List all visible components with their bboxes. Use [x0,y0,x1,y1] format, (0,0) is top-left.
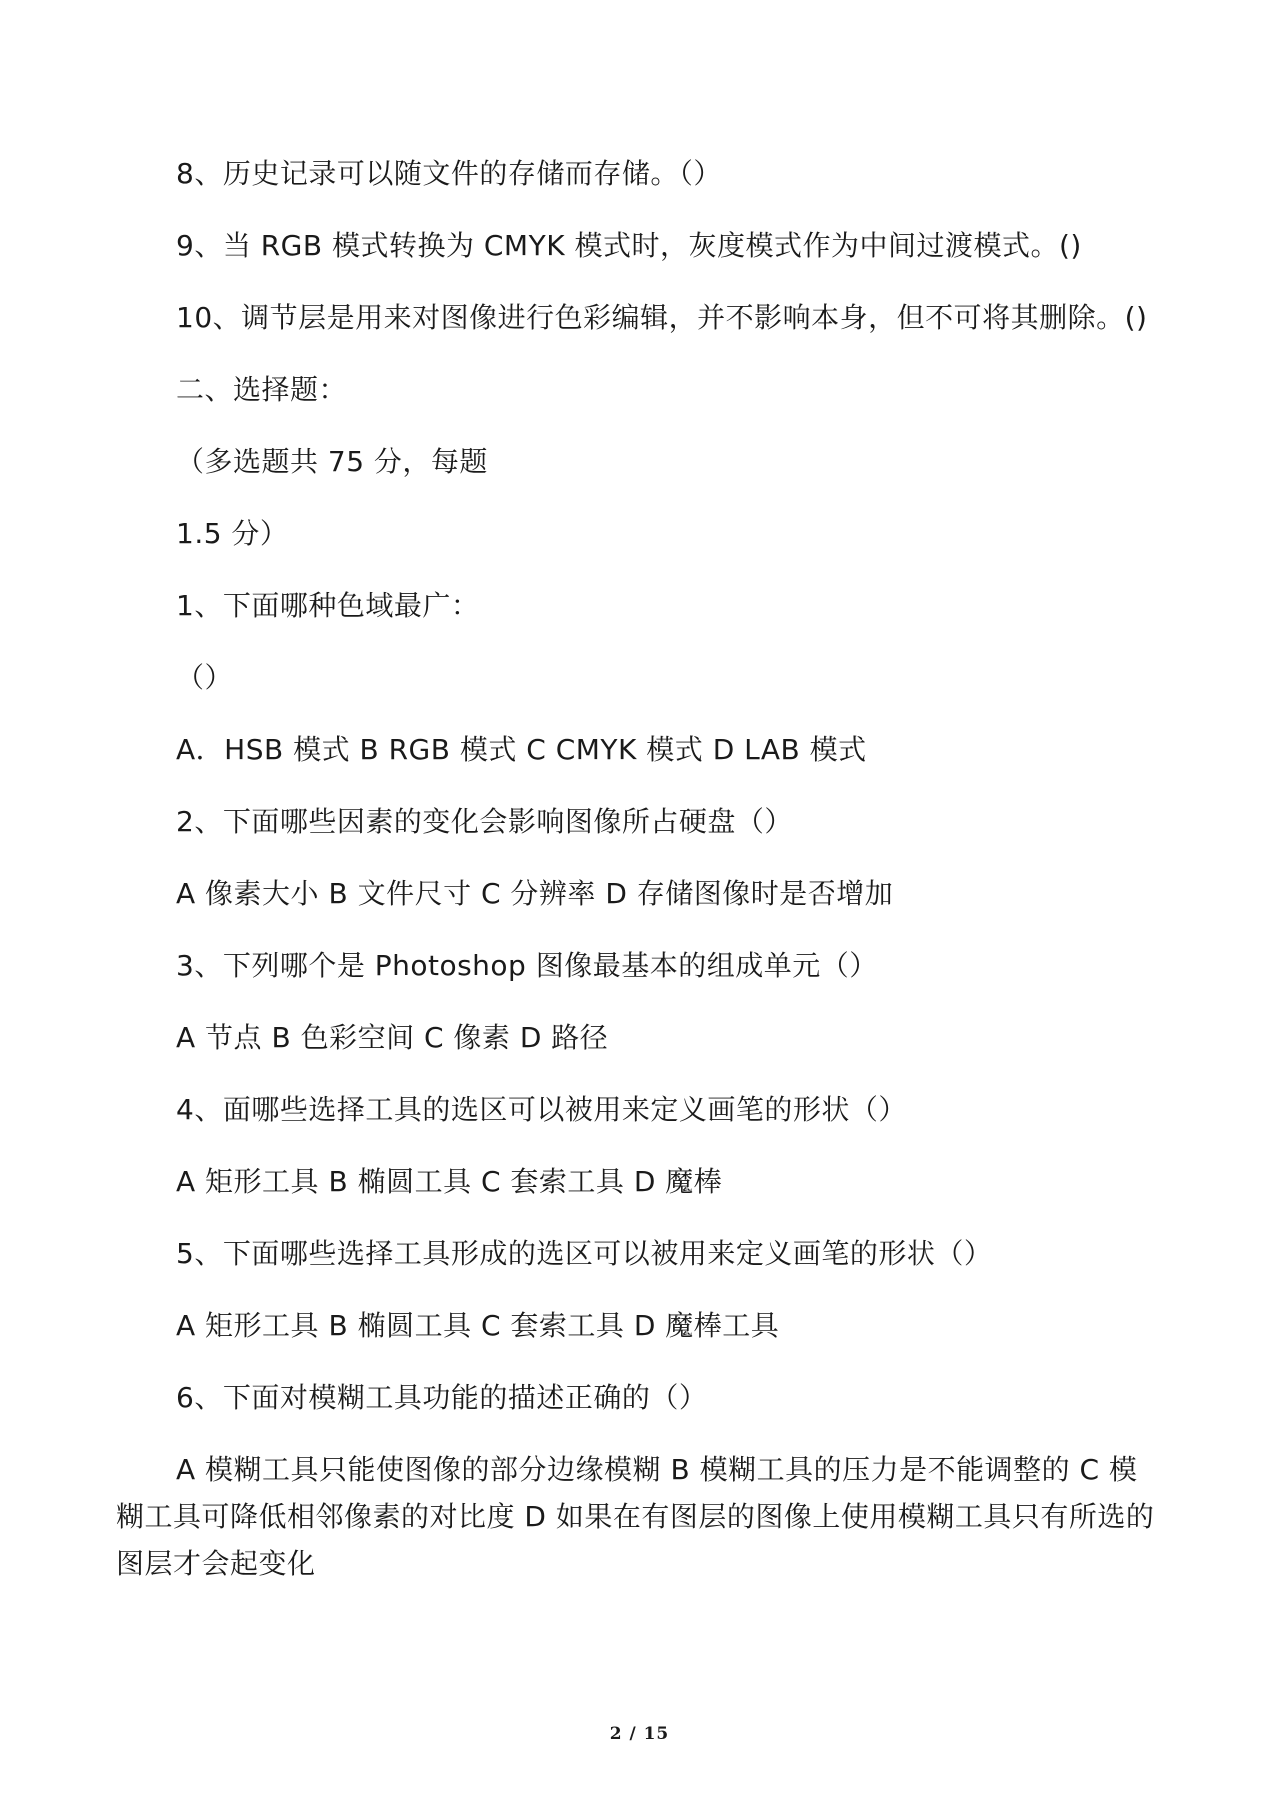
question-3: 3、下列哪个是 Photoshop 图像最基本的组成单元（） [176,949,878,982]
question-5: 5、下面哪些选择工具形成的选区可以被用来定义画笔的形状（） [176,1237,993,1270]
question-2: 2、下面哪些因素的变化会影响图像所占硬盘（） [176,805,793,838]
question-4: 4、面哪些选择工具的选区可以被用来定义画笔的形状（） [176,1093,907,1126]
question-3-options: A 节点 B 色彩空间 C 像素 D 路径 [176,1021,609,1054]
section-note-line2: 1.5 分） [176,517,289,550]
question-6: 6、下面对模糊工具功能的描述正确的（） [176,1381,708,1414]
paragraph-q9: 9、当 RGB 模式转换为 CMYK 模式时，灰度模式作为中间过渡模式。() [176,229,1082,262]
question-6-options: A 模糊工具只能使图像的部分边缘模糊 B 模糊工具的压力是不能调整的 C 模糊工具可降低相邻像素的对比度 D 如果在有图层的图像上使用模糊工具只有所选的图层才会起变化 [116,1453,1155,1580]
paragraph-q10: 10、调节层是用来对图像进行色彩编辑，并不影响本身，但不可将其删除。() [176,301,1148,334]
question-1-options: A．HSB 模式 B RGB 模式 C CMYK 模式 D LAB 模式 [176,733,867,766]
question-1: 1、下面哪种色域最广： [176,589,480,622]
question-1-blank: （） [176,661,234,694]
question-4-options: A 矩形工具 B 椭圆工具 C 套索工具 D 魔棒 [176,1165,723,1198]
section-heading: 二、选择题： [176,373,348,406]
question-5-options: A 矩形工具 B 椭圆工具 C 套索工具 D 魔棒工具 [176,1309,780,1342]
paragraph-q8: 8、历史记录可以随文件的存储而存储。（） [176,157,722,190]
page-number: 2 / 15 [609,1724,670,1744]
question-2-options: A 像素大小 B 文件尺寸 C 分辨率 D 存储图像时是否增加 [176,877,894,910]
document-body [116,150,1162,1612]
section-note-line1: （多选题共 75 分，每题 [176,445,488,478]
